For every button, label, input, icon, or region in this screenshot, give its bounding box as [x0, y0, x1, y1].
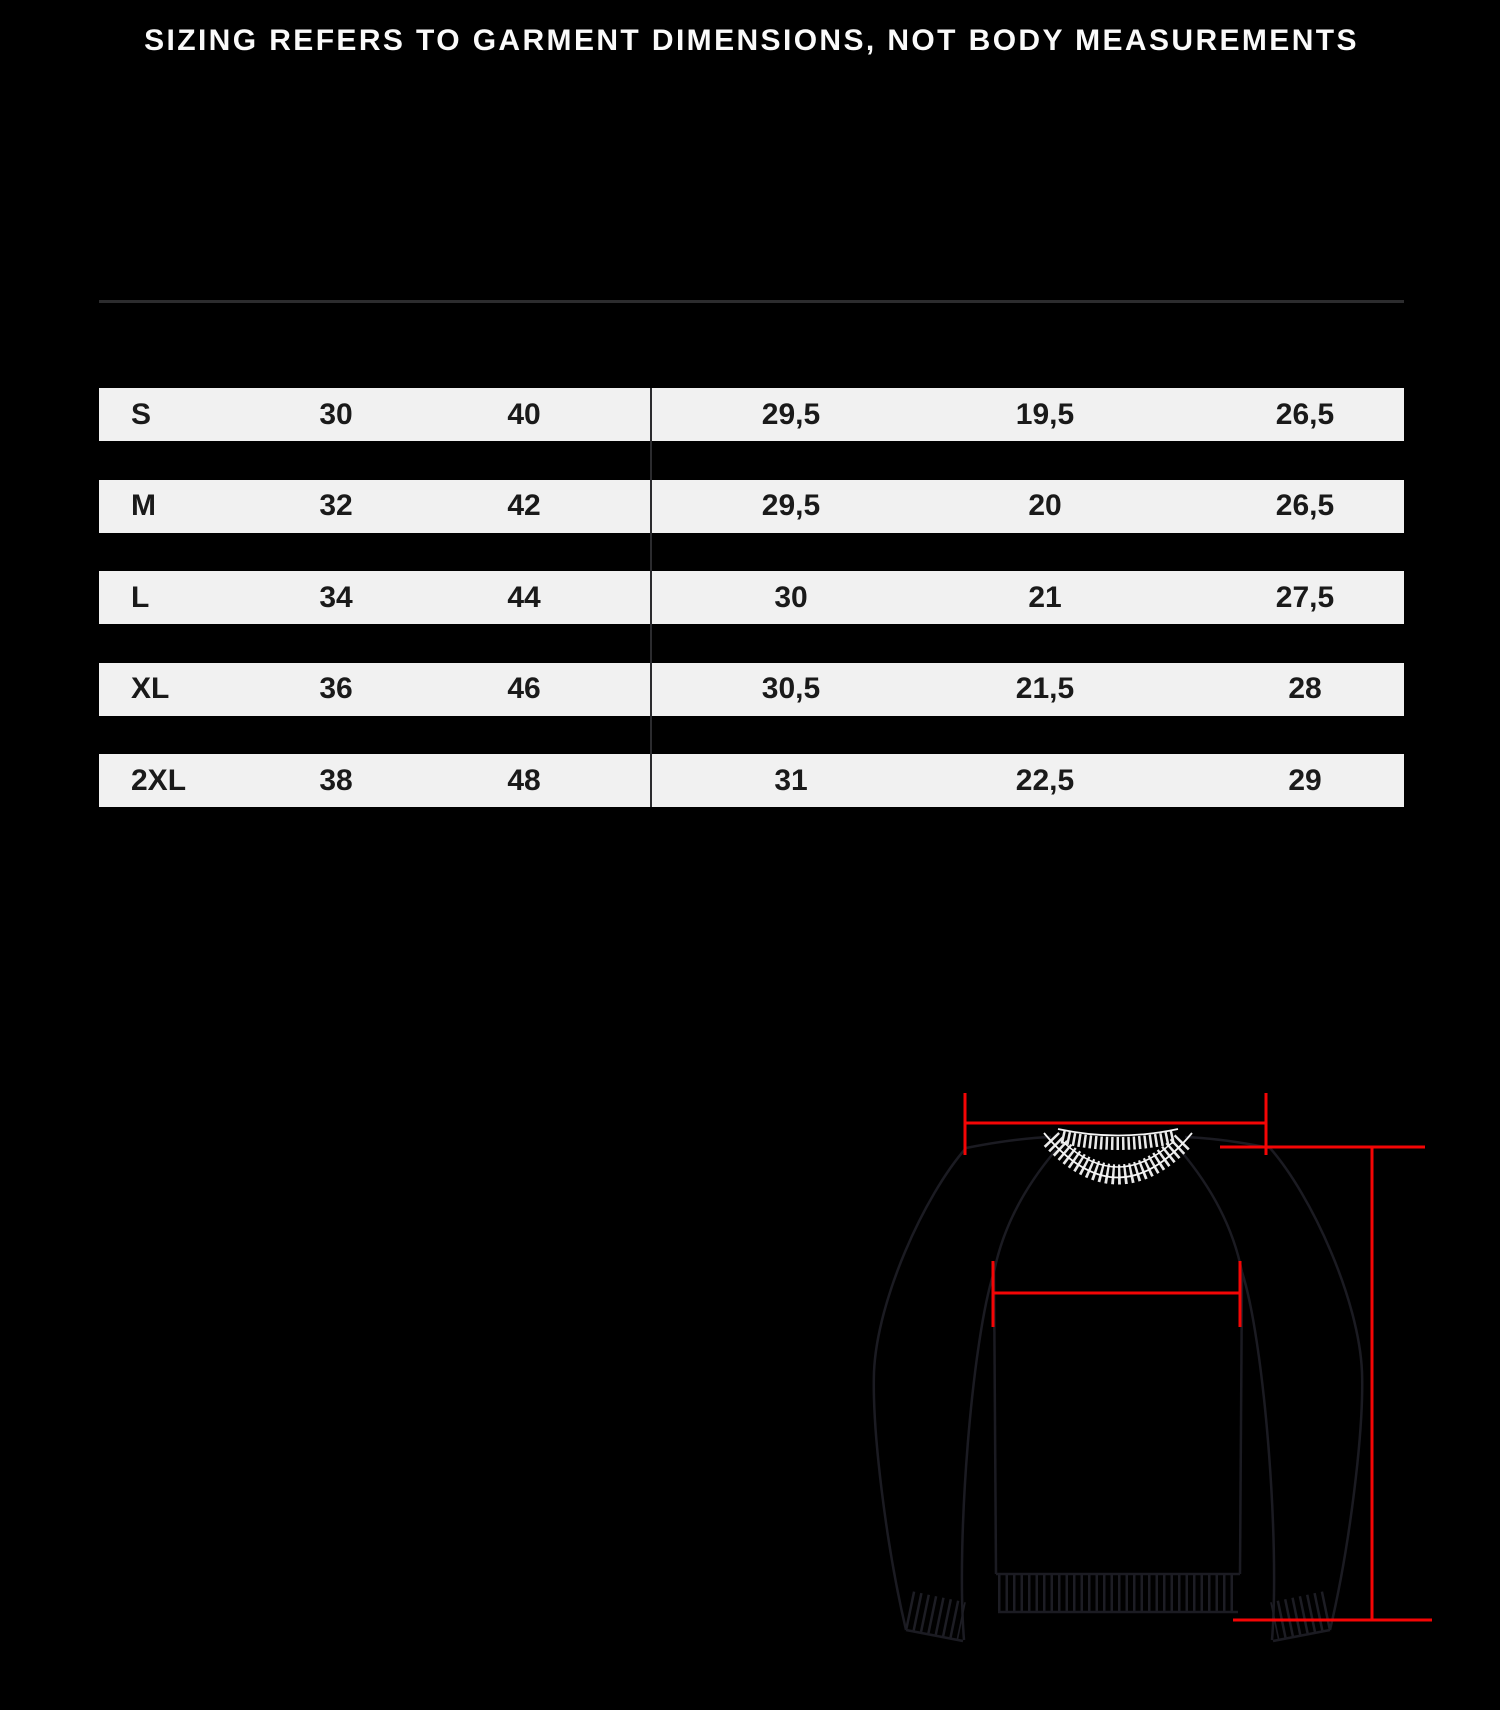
measurement-value: 21: [1028, 580, 1062, 614]
size-label: L: [131, 580, 150, 614]
size-label: S: [131, 397, 152, 431]
table-column-divider: [650, 388, 652, 807]
size-label: 2XL: [131, 763, 187, 797]
measurement-value: 32: [319, 489, 353, 522]
measurement-value: 40: [507, 397, 541, 431]
measurement-value: 19,5: [1015, 397, 1075, 431]
chest-width-line: [993, 1261, 1240, 1327]
table-row: [99, 480, 1404, 533]
size-label: XL: [131, 672, 170, 705]
measurement-value: 29,5: [761, 397, 821, 431]
measurement-value: 36: [319, 672, 353, 705]
measurement-value: 44: [507, 580, 541, 614]
measurement-value: 29: [1288, 763, 1322, 797]
measurement-value: 38: [319, 763, 353, 797]
table-row: [99, 388, 1404, 441]
measurement-value: 48: [507, 763, 541, 797]
sweater-diagram: [800, 980, 1500, 1710]
hem-ribbing: [996, 1574, 1240, 1612]
measurement-value: 27,5: [1275, 580, 1335, 614]
measurement-value: 30: [774, 580, 808, 614]
measurement-value: 26,5: [1275, 489, 1335, 522]
right-cuff-ribbing: [1273, 1610, 1330, 1641]
table-row: [99, 663, 1404, 716]
measurement-value: 30,5: [761, 672, 821, 705]
measurement-value: 26,5: [1275, 397, 1335, 431]
page-title: SIZING REFERS TO GARMENT DIMENSIONS, NOT BODY MEASUREMENTS: [144, 24, 1359, 57]
measurement-value: 31: [774, 763, 808, 797]
measurement-value: 21,5: [1015, 672, 1075, 705]
table-row: [99, 571, 1404, 624]
measurement-value: 20: [1028, 489, 1062, 522]
collar: [1044, 1129, 1192, 1178]
measurement-value: 29,5: [761, 489, 821, 522]
sweater-outline: [874, 1137, 1362, 1640]
header-divider: [99, 300, 1404, 303]
left-cuff-ribbing: [906, 1610, 963, 1641]
size-label: M: [131, 489, 156, 522]
measurement-value: 46: [507, 672, 541, 705]
measurement-value: 28: [1288, 672, 1322, 705]
table-row: [99, 754, 1404, 807]
measurement-value: 42: [507, 489, 541, 522]
measurement-value: 34: [319, 580, 353, 614]
measurement-value: 30: [319, 397, 353, 431]
body-length-line: [1220, 1147, 1432, 1620]
measurement-value: 22,5: [1015, 763, 1075, 797]
